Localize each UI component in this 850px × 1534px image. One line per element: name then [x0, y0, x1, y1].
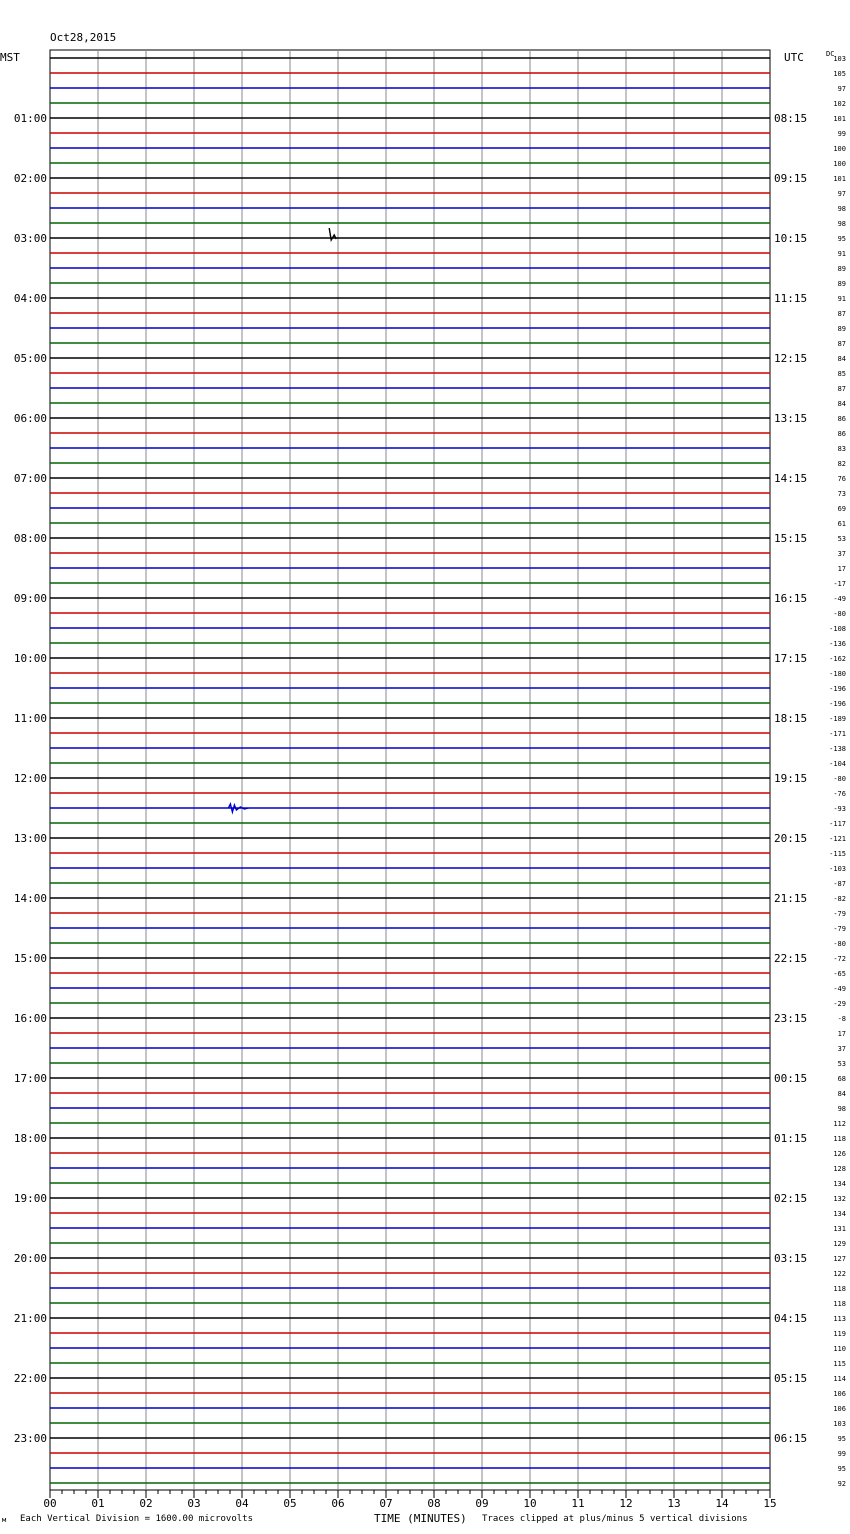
- dc-offset-label: -171: [829, 730, 846, 738]
- dc-offset-label: 68: [837, 1075, 846, 1083]
- dc-offset-label: -82: [833, 895, 846, 903]
- dc-offset-label: -121: [829, 835, 846, 843]
- right-hour-label: 23:15: [774, 1012, 808, 1025]
- x-tick-label: 13: [667, 1497, 681, 1510]
- dc-offset-label: 61: [837, 520, 846, 528]
- dc-offset-label: -65: [833, 970, 846, 978]
- dc-offset-label: 127: [833, 1255, 846, 1263]
- x-tick-label: 14: [715, 1497, 729, 1510]
- dc-offset-label: 37: [837, 1045, 846, 1053]
- right-hour-label: 15:15: [774, 532, 808, 545]
- dc-offset-label: -138: [829, 745, 846, 753]
- dc-offset-label: 128: [833, 1165, 846, 1173]
- right-hour-label: 08:15: [774, 112, 808, 125]
- right-hour-label: 19:15: [774, 772, 808, 785]
- left-hour-label: 17:00: [13, 1072, 47, 1085]
- dc-offset-label: -180: [829, 670, 846, 678]
- x-tick-label: 01: [91, 1497, 105, 1510]
- left-hour-label: 12:00: [13, 772, 47, 785]
- right-timezone-label: UTC: [784, 51, 804, 64]
- right-hour-label: 12:15: [774, 352, 808, 365]
- dc-offset-label: 91: [837, 295, 846, 303]
- dc-offset-label: 131: [833, 1225, 846, 1233]
- right-hour-label: 18:15: [774, 712, 808, 725]
- dc-offset-label: -93: [833, 805, 846, 813]
- dc-offset-label: 113: [833, 1315, 846, 1323]
- dc-offset-label: -115: [829, 850, 846, 858]
- dc-offset-label: 87: [837, 340, 846, 348]
- dc-offset-label: 89: [837, 265, 846, 273]
- x-tick-label: 04: [235, 1497, 249, 1510]
- dc-offset-label: 87: [837, 385, 846, 393]
- dc-offset-label: 87: [837, 310, 846, 318]
- dc-offset-label: 134: [833, 1180, 846, 1188]
- x-tick-label: 09: [475, 1497, 489, 1510]
- dc-offset-label: 118: [833, 1135, 846, 1143]
- plot-frame: [50, 50, 770, 1490]
- dc-offset-label: 86: [837, 430, 846, 438]
- dc-offset-label: 129: [833, 1240, 846, 1248]
- dc-offset-label: 100: [833, 145, 846, 153]
- x-tick-label: 12: [619, 1497, 633, 1510]
- left-hour-label: 11:00: [13, 712, 47, 725]
- left-hour-label: 03:00: [13, 232, 47, 245]
- dc-offset-label: -189: [829, 715, 846, 723]
- dc-offset-label: 95: [837, 1465, 846, 1473]
- dc-offset-label: 122: [833, 1270, 846, 1278]
- dc-offset-label: 106: [833, 1390, 846, 1398]
- dc-offset-label: 101: [833, 175, 846, 183]
- x-axis-title: TIME (MINUTES): [374, 1512, 467, 1525]
- dc-offset-label: -8: [837, 1015, 846, 1023]
- scale-note: Each Vertical Division = 1600.00 microvolts: [20, 1514, 253, 1524]
- dc-offset-label: -87: [833, 880, 846, 888]
- dc-offset-label: -76: [833, 790, 846, 798]
- dc-offset-label: -72: [833, 955, 846, 963]
- dc-offset-label: -80: [833, 610, 846, 618]
- x-tick-label: 15: [763, 1497, 777, 1510]
- dc-offset-label: -79: [833, 925, 846, 933]
- dc-offset-label: -162: [829, 655, 846, 663]
- x-tick-label: 00: [43, 1497, 57, 1510]
- left-hour-label: 07:00: [13, 472, 47, 485]
- left-hour-label: 13:00: [13, 832, 47, 845]
- dc-offset-label: 83: [837, 445, 846, 453]
- clip-note: Traces clipped at plus/minus 5 vertical divisions: [482, 1514, 748, 1524]
- dc-offset-label: 53: [837, 535, 846, 543]
- left-hour-label: 02:00: [13, 172, 47, 185]
- dc-offset-label: 37: [837, 550, 846, 558]
- dc-offset-label: 85: [837, 370, 846, 378]
- dc-offset-label: 134: [833, 1210, 846, 1218]
- right-hour-label: 06:15: [774, 1432, 808, 1445]
- dc-offset-label: 102: [833, 100, 846, 108]
- dc-offset-label: 76: [837, 475, 846, 483]
- dc-offset-label: 17: [837, 565, 846, 573]
- dc-offset-label: 105: [833, 70, 846, 78]
- right-hour-label: 20:15: [774, 832, 808, 845]
- left-hour-label: 18:00: [13, 1132, 47, 1145]
- dc-offset-label: 95: [837, 1435, 846, 1443]
- dc-offset-label: 17: [837, 1030, 846, 1038]
- x-tick-label: 07: [379, 1497, 393, 1510]
- dc-offset-label: 91: [837, 250, 846, 258]
- left-hour-label: 10:00: [13, 652, 47, 665]
- left-hour-label: 16:00: [13, 1012, 47, 1025]
- right-hour-label: 03:15: [774, 1252, 808, 1265]
- left-hour-label: 14:00: [13, 892, 47, 905]
- dc-offset-label: 114: [833, 1375, 846, 1383]
- right-hour-label: 00:15: [774, 1072, 808, 1085]
- dc-offset-label: -196: [829, 685, 846, 693]
- dc-offset-label: 110: [833, 1345, 846, 1353]
- dc-offset-label: 86: [837, 415, 846, 423]
- dc-offset-label: 100: [833, 160, 846, 168]
- dc-offset-label: -103: [829, 865, 846, 873]
- right-hour-label: 01:15: [774, 1132, 808, 1145]
- dc-offset-label: 97: [837, 85, 846, 93]
- dc-offset-label: 103: [833, 55, 846, 63]
- dc-offset-label: 118: [833, 1285, 846, 1293]
- right-hour-label: 16:15: [774, 592, 808, 605]
- dc-offset-label: 89: [837, 280, 846, 288]
- right-hour-label: 17:15: [774, 652, 808, 665]
- left-hour-label: 08:00: [13, 532, 47, 545]
- dc-offset-label: -79: [833, 910, 846, 918]
- dc-offset-label: 97: [837, 190, 846, 198]
- dc-offset-label: -80: [833, 940, 846, 948]
- x-tick-label: 10: [523, 1497, 537, 1510]
- x-tick-label: 02: [139, 1497, 153, 1510]
- dc-offset-label: -117: [829, 820, 846, 828]
- left-hour-label: 19:00: [13, 1192, 47, 1205]
- left-hour-label: 21:00: [13, 1312, 47, 1325]
- right-hour-label: 02:15: [774, 1192, 808, 1205]
- right-hour-label: 22:15: [774, 952, 808, 965]
- dc-offset-label: 112: [833, 1120, 846, 1128]
- dc-offset-label: 89: [837, 325, 846, 333]
- x-tick-label: 05: [283, 1497, 297, 1510]
- dc-offset-label: 118: [833, 1300, 846, 1308]
- dc-offset-label: 119: [833, 1330, 846, 1338]
- right-hour-label: 13:15: [774, 412, 808, 425]
- dc-offset-label: 53: [837, 1060, 846, 1068]
- dc-offset-label: 69: [837, 505, 846, 513]
- dc-label: DC: [826, 50, 835, 58]
- dc-offset-label: 84: [837, 355, 846, 363]
- left-hour-label: 04:00: [13, 292, 47, 305]
- right-hour-label: 14:15: [774, 472, 808, 485]
- dc-offset-label: -136: [829, 640, 846, 648]
- left-hour-label: 01:00: [13, 112, 47, 125]
- right-hour-label: 09:15: [774, 172, 808, 185]
- right-hour-label: 21:15: [774, 892, 808, 905]
- right-hour-label: 05:15: [774, 1372, 808, 1385]
- left-hour-label: 20:00: [13, 1252, 47, 1265]
- dc-offset-label: 98: [837, 1105, 846, 1113]
- dc-offset-label: 106: [833, 1405, 846, 1413]
- right-hour-label: 11:15: [774, 292, 808, 305]
- dc-offset-label: 84: [837, 1090, 846, 1098]
- dc-offset-label: 73: [837, 490, 846, 498]
- dc-offset-label: 95: [837, 235, 846, 243]
- left-hour-label: 05:00: [13, 352, 47, 365]
- dc-offset-label: 92: [837, 1480, 846, 1488]
- x-tick-label: 06: [331, 1497, 345, 1510]
- dc-offset-label: 132: [833, 1195, 846, 1203]
- dc-offset-label: -49: [833, 985, 846, 993]
- dc-offset-label: 84: [837, 400, 846, 408]
- left-timezone-label: MST: [0, 51, 20, 64]
- dc-offset-label: -29: [833, 1000, 846, 1008]
- dc-offset-label: 99: [837, 1450, 846, 1458]
- right-hour-label: 04:15: [774, 1312, 808, 1325]
- dc-offset-label: -80: [833, 775, 846, 783]
- x-tick-label: 03: [187, 1497, 201, 1510]
- dc-offset-label: -17: [833, 580, 846, 588]
- left-hour-label: 09:00: [13, 592, 47, 605]
- left-hour-label: 06:00: [13, 412, 47, 425]
- dc-offset-label: 98: [837, 220, 846, 228]
- dc-offset-label: 126: [833, 1150, 846, 1158]
- left-hour-label: 15:00: [13, 952, 47, 965]
- dc-offset-label: 82: [837, 460, 846, 468]
- dc-offset-label: 99: [837, 130, 846, 138]
- x-axis: [43, 1490, 776, 1510]
- x-tick-label: 08: [427, 1497, 441, 1510]
- dc-offset-label: 98: [837, 205, 846, 213]
- dc-offset-label: -49: [833, 595, 846, 603]
- dc-offset-label: 101: [833, 115, 846, 123]
- left-hour-label: 22:00: [13, 1372, 47, 1385]
- plot-date: Oct28,2015: [50, 31, 117, 44]
- right-hour-label: 10:15: [774, 232, 808, 245]
- dc-offset-label: -108: [829, 625, 846, 633]
- left-hour-label: 23:00: [13, 1432, 47, 1445]
- scale-prefix: м: [2, 1516, 7, 1524]
- dc-offset-label: -104: [829, 760, 846, 768]
- dc-offset-label: -196: [829, 700, 846, 708]
- dc-offset-label: 115: [833, 1360, 846, 1368]
- x-tick-label: 11: [571, 1497, 585, 1510]
- dc-offset-label: 103: [833, 1420, 846, 1428]
